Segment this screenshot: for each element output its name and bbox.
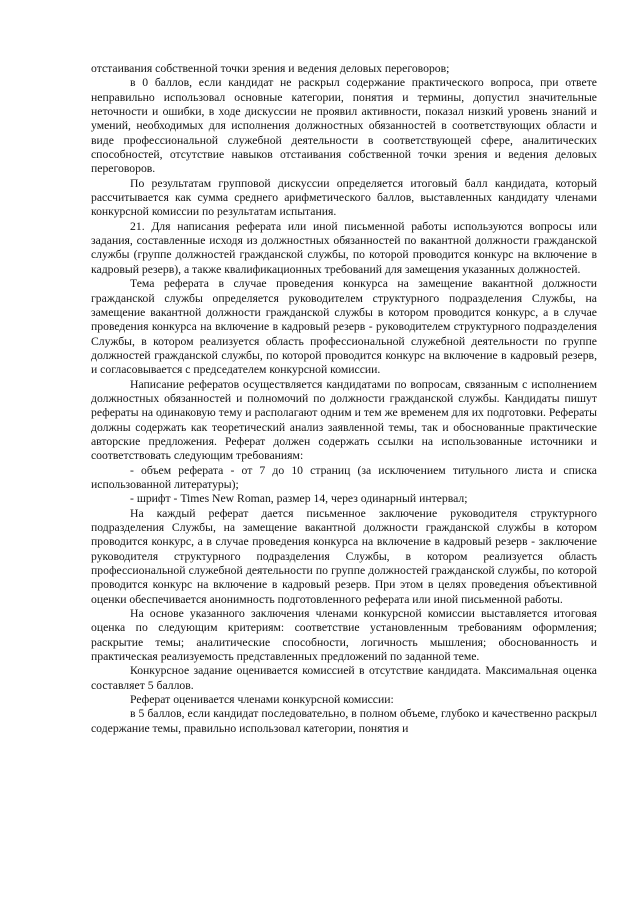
paragraph-discussion-result: По результатам групповой дискуссии определяется итоговый балл кандидата, который рассчитывается как сумма среднего арифметического баллов, выставленных кандидату членами конкурсной комиссии по результатам испытания.	[91, 176, 597, 219]
paragraph-essay-evaluation: Реферат оценивается членами конкурсной комиссии:	[130, 693, 394, 707]
paragraph-essay-writing: Написание рефератов осуществляется кандидатами по вопросам, связанным с исполнением должностных обязанностей и полномочий по должности гражданской службы. Кандидаты пишут рефераты на одинаковую тему и располагают одним и тем же временем для их подготовки. Рефераты должны содержать как теоретический анализ заявленной темы, так и обоснованные практические авторские предложения. Реферат должен содержать ссылки на использованные источники и соответствовать следующим требованиям:	[91, 377, 597, 463]
paragraph-criteria: На основе указанного заключения членами конкурсной комиссии выставляется итоговая оценка по следующим критериям: соответствие установленным требованиям оформления; раскрытие темы; аналитические способности, логичность мышления; обоснованность и практическая реализуемость представленных предложений по заданной теме.	[91, 607, 597, 664]
paragraph-clause-21: 21. Для написания реферата или иной письменной работы используются вопросы или задания, составленные исходя из должностных обязанностей по вакантной должности гражданской службы (группе должностей гражданской службы, по которой проводится конкурс на включение в кадровый резерв), а также квалификационных требований для замещения указанных должностей.	[91, 219, 597, 276]
paragraph-zero-points: в 0 баллов, если кандидат не раскрыл содержание практического вопроса, при ответе неправильно использовал основные категории, понятия и термины, допустил значительные неточности и ошибки, в ходе дискуссии не проявил активности, показал низкий уровень знаний и умений, необходимых для исполнения должностных обязанностей в соответствующих области и виде профессиональной служебной деятельности в соответствующей сфере, аналитических способностей, отсутствие навыков отстаивания собственной точки зрения и ведения деловых переговоров.	[91, 76, 597, 176]
list-item-font: - шрифт - Times New Roman, размер 14, через одинарный интервал;	[130, 492, 468, 506]
paragraph-continuation: отстаивания собственной точки зрения и ведения деловых переговоров;	[91, 62, 450, 75]
paragraph-max-score: Конкурсное задание оценивается комиссией в отсутствие кандидата. Максимальная оценка составляет 5 баллов.	[91, 664, 597, 692]
paragraph-written-conclusion: На каждый реферат дается письменное заключение руководителя структурного подразделения Службы, на замещение вакантной должности гражданской службы в котором проводится конкурс, а в случае проведения конкурса на включение в кадровый резерв - заключение руководителя структурного подразделения Службы, в котором реализуется область профессиональной служебной деятельности по группе должностей гражданской службы, по которой проводится конкурс на включение в кадровый резерв. При этом в целях проведения объективной оценки обеспечивается анонимность подготовленного реферата или иной письменной работы.	[91, 506, 597, 606]
paragraph-essay-topic: Тема реферата в случае проведения конкурса на замещение вакантной должности гражданской службы определяется руководителем структурного подразделения Службы, на замещение вакантной должности гражданской службы в котором проводится конкурс, а в случае проведения конкурса на включение в кадровый резерв - руководителем структурного подразделения Службы, в котором реализуется область профессиональной служебной деятельности по группе должностей гражданской службы, по которой проводится конкурс на включение в кадровый резерв, и согласовывается с председателем конкурсной комиссии.	[91, 277, 597, 377]
paragraph-five-points: в 5 баллов, если кандидат последовательно, в полном объеме, глубоко и качественно раскрыл содержание темы, правильно использовал категории, понятия и	[91, 707, 597, 735]
list-item-volume: - объем реферата - от 7 до 10 страниц (за исключением титульного листа и списка использованной литературы);	[91, 463, 597, 491]
document-page	[91, 62, 597, 736]
